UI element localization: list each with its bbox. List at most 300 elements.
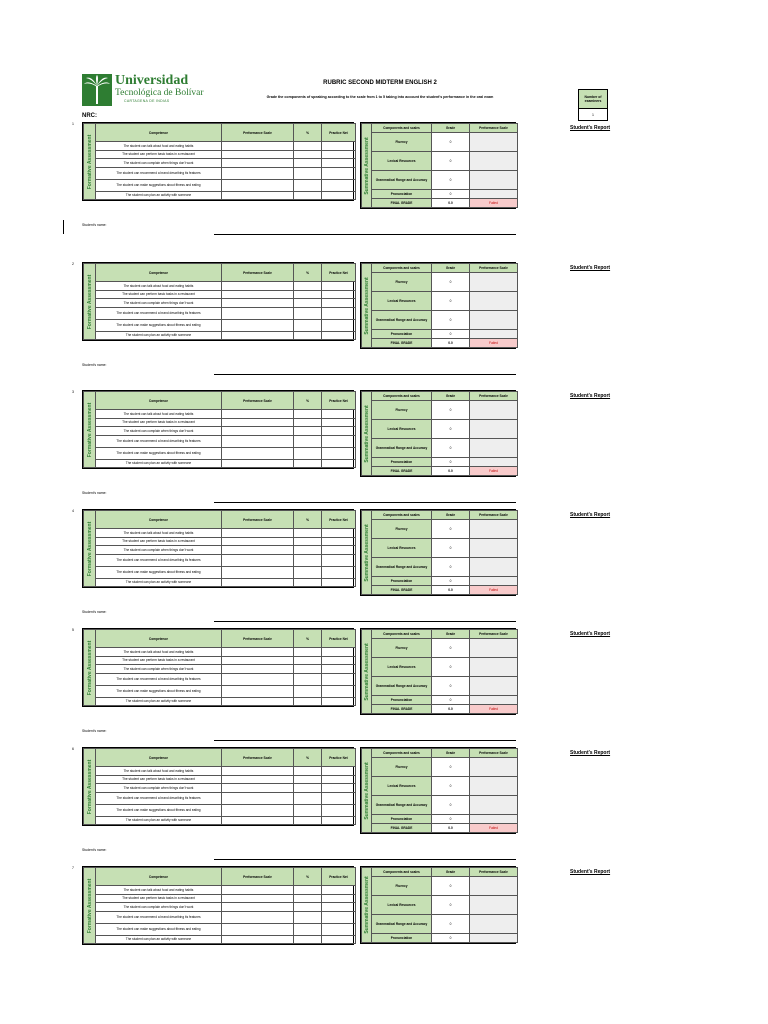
percent-cell[interactable]	[294, 447, 322, 459]
competence-text: The student can talk about food and eating habits	[96, 648, 222, 657]
rubric-number: 5	[72, 628, 74, 632]
component-performance-cell	[470, 677, 518, 696]
practice-net-cell[interactable]	[322, 546, 356, 555]
competence-row	[84, 418, 356, 427]
component-name: Lexical Resources	[372, 152, 432, 171]
competence-text: The student can plan an activity with someone	[96, 578, 222, 587]
competence-row	[84, 935, 356, 944]
student-name-field[interactable]	[214, 374, 516, 375]
competence-row	[84, 775, 356, 784]
practice-net-cell[interactable]	[322, 784, 356, 793]
practice-net-cell[interactable]	[322, 665, 356, 674]
practice-net-cell[interactable]	[322, 447, 356, 459]
component-performance-cell	[470, 152, 518, 171]
summative-assessment-label	[362, 630, 372, 714]
performance-scale-cell[interactable]	[222, 935, 294, 944]
competence-text: The student can talk about food and eating habits	[96, 529, 222, 538]
performance-scale-cell[interactable]	[222, 529, 294, 538]
performance-scale-cell[interactable]	[222, 537, 294, 546]
performance-scale-cell[interactable]	[222, 903, 294, 912]
components-header: Components and scales	[372, 392, 432, 401]
component-grade[interactable]: 0	[432, 152, 470, 171]
summative-assessment-label	[362, 392, 372, 476]
percent-cell[interactable]	[294, 804, 322, 816]
component-grade[interactable]: 0	[432, 896, 470, 915]
practice-net-cell[interactable]	[322, 331, 356, 340]
component-performance-cell	[470, 171, 518, 190]
practice-net-cell[interactable]	[322, 911, 356, 923]
practice-net-cell[interactable]	[322, 435, 356, 447]
summative-table	[360, 262, 516, 349]
competence-row	[84, 529, 356, 538]
component-performance-cell	[470, 577, 518, 586]
competence-row	[84, 447, 356, 459]
competence-text: The student can complain when things don't work	[96, 784, 222, 793]
component-row	[362, 796, 518, 815]
competence-row	[84, 767, 356, 776]
formative-assessment-label	[84, 392, 96, 468]
percent-cell[interactable]	[294, 529, 322, 538]
component-performance-cell	[470, 796, 518, 815]
competence-text: The student can perform basic tasks in a restaurant	[96, 537, 222, 546]
performance-scale-cell[interactable]	[222, 554, 294, 566]
competence-text: The student can complain when things don't work	[96, 427, 222, 436]
component-performance-cell	[470, 292, 518, 311]
component-name: Lexical Resources	[372, 292, 432, 311]
component-grade[interactable]: 0	[432, 677, 470, 696]
percent-cell[interactable]	[294, 767, 322, 776]
practice-net-cell[interactable]	[322, 142, 356, 151]
summative-table	[360, 390, 516, 477]
summative-assessment-label	[362, 124, 372, 208]
percent-header: %	[294, 630, 322, 648]
percent-cell[interactable]	[294, 935, 322, 944]
percent-cell[interactable]	[294, 911, 322, 923]
practice-net-cell[interactable]	[322, 767, 356, 776]
practice-net-cell[interactable]	[322, 537, 356, 546]
percent-cell[interactable]	[294, 435, 322, 447]
performance-scale-cell[interactable]	[222, 191, 294, 200]
component-row	[362, 815, 518, 824]
practice-net-cell[interactable]	[322, 578, 356, 587]
practice-net-header: Practice Net	[322, 392, 356, 410]
student-report-link[interactable]: Student's Report	[570, 631, 611, 637]
percent-cell[interactable]	[294, 167, 322, 179]
components-header: Components and scales	[372, 511, 432, 520]
summative-assessment-text: Summative Assessment	[363, 404, 370, 463]
competence-row	[84, 142, 356, 151]
student-name-field[interactable]	[214, 740, 516, 741]
performance-scale-cell[interactable]	[222, 923, 294, 935]
component-name: Pronunciation	[372, 330, 432, 339]
component-grade[interactable]: 0	[432, 696, 470, 705]
practice-net-cell[interactable]	[322, 685, 356, 697]
competence-text: The student can talk about food and eating habits	[96, 767, 222, 776]
student-report-link[interactable]: Student's Report	[570, 750, 611, 756]
component-row	[362, 292, 518, 311]
number-of-examiners-value[interactable]: 1	[592, 112, 594, 117]
component-performance-cell	[470, 777, 518, 796]
performance-scale-cell[interactable]	[222, 546, 294, 555]
formative-assessment-text: Formative Assessment	[86, 274, 93, 329]
component-grade[interactable]: 0	[432, 577, 470, 586]
summative-assessment-text: Summative Assessment	[363, 136, 370, 195]
performance-scale-cell[interactable]	[222, 648, 294, 657]
summative-assessment-label	[362, 749, 372, 833]
performance-scale-cell[interactable]	[222, 447, 294, 459]
component-row	[362, 401, 518, 420]
percent-cell[interactable]	[294, 784, 322, 793]
percent-cell[interactable]	[294, 554, 322, 566]
performance-scale-cell[interactable]	[222, 142, 294, 151]
percent-cell[interactable]	[294, 191, 322, 200]
percent-cell[interactable]	[294, 923, 322, 935]
competence-text: The student can recommend a brand describing its features	[96, 554, 222, 566]
component-grade[interactable]: 0	[432, 539, 470, 558]
practice-net-cell[interactable]	[322, 418, 356, 427]
status-badge: Failed	[470, 199, 518, 208]
percent-cell[interactable]	[294, 319, 322, 331]
performance-scale-cell[interactable]	[222, 410, 294, 419]
practice-net-cell[interactable]	[322, 299, 356, 308]
percent-cell[interactable]	[294, 648, 322, 657]
student-name-label: Student's name:	[82, 610, 107, 614]
practice-net-cell[interactable]	[322, 792, 356, 804]
component-grade[interactable]: 0	[432, 520, 470, 539]
component-grade[interactable]: 0	[432, 273, 470, 292]
component-row	[362, 539, 518, 558]
component-grade[interactable]: 0	[432, 877, 470, 896]
percent-cell[interactable]	[294, 159, 322, 168]
performance-scale-cell[interactable]	[222, 656, 294, 665]
final-grade-row	[362, 586, 518, 595]
component-name: Lexical Resources	[372, 658, 432, 677]
final-grade-value: 0.0	[432, 467, 470, 476]
percent-cell[interactable]	[294, 410, 322, 419]
performance-scale-cell[interactable]	[222, 566, 294, 578]
component-grade[interactable]: 0	[432, 311, 470, 330]
practice-net-cell[interactable]	[322, 529, 356, 538]
percent-cell[interactable]	[294, 290, 322, 299]
component-name: Fluency	[372, 877, 432, 896]
practice-net-cell[interactable]	[322, 656, 356, 665]
component-row	[362, 558, 518, 577]
practice-net-cell[interactable]	[322, 459, 356, 468]
student-rubric	[0, 122, 768, 237]
grade-header: Grade	[432, 264, 470, 273]
component-performance-cell	[470, 190, 518, 199]
final-grade-label: FINAL GRADE	[372, 705, 432, 714]
practice-net-cell[interactable]	[322, 282, 356, 291]
component-name: Pronunciation	[372, 934, 432, 943]
student-name-field[interactable]	[214, 621, 516, 622]
performance-scale-cell[interactable]	[222, 886, 294, 895]
logo-name-line3: CARTAGENA DE INDIAS	[124, 99, 170, 103]
practice-net-cell[interactable]	[322, 648, 356, 657]
competence-row	[84, 554, 356, 566]
practice-net-cell[interactable]	[322, 894, 356, 903]
component-grade[interactable]: 0	[432, 292, 470, 311]
component-name: Fluency	[372, 133, 432, 152]
performance-scale-cell[interactable]	[222, 804, 294, 816]
component-row	[362, 520, 518, 539]
percent-cell[interactable]	[294, 685, 322, 697]
competence-text: The student can make suggestions about fitness and eating	[96, 319, 222, 331]
component-name: Pronunciation	[372, 190, 432, 199]
competence-row	[84, 816, 356, 825]
percent-cell[interactable]	[294, 566, 322, 578]
percent-cell[interactable]	[294, 665, 322, 674]
component-grade[interactable]: 0	[432, 639, 470, 658]
practice-net-cell[interactable]	[322, 427, 356, 436]
student-report-link[interactable]: Student's Report	[570, 869, 611, 875]
competence-row	[84, 792, 356, 804]
final-grade-row	[362, 339, 518, 348]
component-name: Grammatical Range and Accuracy	[372, 796, 432, 815]
competence-text: The student can make suggestions about fitness and eating	[96, 179, 222, 191]
practice-net-cell[interactable]	[322, 775, 356, 784]
component-name: Grammatical Range and Accuracy	[372, 915, 432, 934]
performance-scale-cell[interactable]	[222, 767, 294, 776]
formative-table	[82, 628, 354, 707]
practice-net-cell[interactable]	[322, 179, 356, 191]
performance-scale-cell[interactable]	[222, 435, 294, 447]
competence-text: The student can plan an activity with someone	[96, 935, 222, 944]
competence-row	[84, 331, 356, 340]
percent-cell[interactable]	[294, 673, 322, 685]
component-grade[interactable]: 0	[432, 401, 470, 420]
formative-table	[82, 262, 354, 341]
component-row	[362, 152, 518, 171]
percent-cell[interactable]	[294, 142, 322, 151]
practice-net-cell[interactable]	[322, 410, 356, 419]
component-grade[interactable]: 0	[432, 815, 470, 824]
performance-scale-header: Performance Scale	[470, 264, 518, 273]
percent-cell[interactable]	[294, 903, 322, 912]
performance-scale-cell[interactable]	[222, 299, 294, 308]
percent-cell[interactable]	[294, 427, 322, 436]
component-grade[interactable]: 0	[432, 934, 470, 943]
performance-scale-cell[interactable]	[222, 894, 294, 903]
competence-text: The student can plan an activity with someone	[96, 697, 222, 706]
performance-scale-cell[interactable]	[222, 792, 294, 804]
percent-cell[interactable]	[294, 282, 322, 291]
competence-text: The student can talk about food and eating habits	[96, 886, 222, 895]
component-grade[interactable]: 0	[432, 330, 470, 339]
component-grade[interactable]: 0	[432, 190, 470, 199]
practice-net-cell[interactable]	[322, 150, 356, 159]
performance-scale-cell[interactable]	[222, 775, 294, 784]
competence-text: The student can recommend a brand describing its features	[96, 792, 222, 804]
practice-net-cell[interactable]	[322, 319, 356, 331]
competence-row	[84, 665, 356, 674]
final-grade-value: 0.0	[432, 199, 470, 208]
student-name-label: Student's name:	[82, 223, 107, 227]
component-name: Grammatical Range and Accuracy	[372, 558, 432, 577]
component-grade[interactable]: 0	[432, 658, 470, 677]
percent-cell[interactable]	[294, 307, 322, 319]
competence-row	[84, 459, 356, 468]
practice-net-cell[interactable]	[322, 290, 356, 299]
component-grade[interactable]: 0	[432, 796, 470, 815]
percent-cell[interactable]	[294, 299, 322, 308]
performance-scale-cell[interactable]	[222, 418, 294, 427]
percent-cell[interactable]	[294, 886, 322, 895]
final-grade-row	[362, 199, 518, 208]
component-row	[362, 896, 518, 915]
component-grade[interactable]: 0	[432, 133, 470, 152]
summative-assessment-text: Summative Assessment	[363, 642, 370, 701]
performance-scale-cell[interactable]	[222, 685, 294, 697]
component-grade[interactable]: 0	[432, 558, 470, 577]
performance-scale-cell[interactable]	[222, 427, 294, 436]
competence-row	[84, 435, 356, 447]
formative-assessment-text: Formative Assessment	[86, 878, 93, 933]
percent-cell[interactable]	[294, 546, 322, 555]
practice-net-cell[interactable]	[322, 697, 356, 706]
rubric-number: 6	[72, 747, 74, 751]
percent-cell[interactable]	[294, 331, 322, 340]
practice-net-cell[interactable]	[322, 886, 356, 895]
competence-text: The student can perform basic tasks in a restaurant	[96, 290, 222, 299]
percent-header: %	[294, 392, 322, 410]
component-grade[interactable]: 0	[432, 458, 470, 467]
percent-cell[interactable]	[294, 656, 322, 665]
student-name-field[interactable]	[214, 502, 516, 503]
component-row	[362, 677, 518, 696]
competence-row	[84, 546, 356, 555]
component-name: Fluency	[372, 273, 432, 292]
component-performance-cell	[470, 520, 518, 539]
practice-net-cell[interactable]	[322, 673, 356, 685]
performance-scale-cell[interactable]	[222, 697, 294, 706]
component-performance-cell	[470, 311, 518, 330]
summative-table	[360, 628, 516, 715]
component-grade[interactable]: 0	[432, 777, 470, 796]
component-grade[interactable]: 0	[432, 758, 470, 777]
student-report-link[interactable]: Student's Report	[570, 265, 611, 271]
component-performance-cell	[470, 439, 518, 458]
component-grade[interactable]: 0	[432, 171, 470, 190]
percent-cell[interactable]	[294, 816, 322, 825]
component-performance-cell	[470, 639, 518, 658]
competence-row	[84, 566, 356, 578]
performance-scale-cell[interactable]	[222, 179, 294, 191]
performance-scale-cell[interactable]	[222, 307, 294, 319]
percent-cell[interactable]	[294, 792, 322, 804]
number-of-examiners-label: Number of examiners	[579, 90, 607, 109]
percent-header: %	[294, 124, 322, 142]
component-row	[362, 330, 518, 339]
practice-net-cell[interactable]	[322, 167, 356, 179]
practice-net-cell[interactable]	[322, 923, 356, 935]
practice-net-cell[interactable]	[322, 903, 356, 912]
summative-assessment-label	[362, 511, 372, 595]
competence-row	[84, 911, 356, 923]
performance-scale-cell[interactable]	[222, 665, 294, 674]
component-performance-cell	[470, 330, 518, 339]
status-badge: Failed	[470, 339, 518, 348]
component-grade[interactable]: 0	[432, 439, 470, 458]
performance-scale-cell[interactable]	[222, 167, 294, 179]
performance-scale-cell[interactable]	[222, 784, 294, 793]
student-report-link[interactable]: Student's Report	[570, 393, 611, 399]
competence-text: The student can plan an activity with someone	[96, 191, 222, 200]
student-rubric	[0, 509, 768, 624]
competence-row	[84, 656, 356, 665]
performance-scale-header: Performance Scale	[470, 511, 518, 520]
practice-net-cell[interactable]	[322, 804, 356, 816]
performance-scale-cell[interactable]	[222, 816, 294, 825]
component-performance-cell	[470, 133, 518, 152]
percent-cell[interactable]	[294, 418, 322, 427]
performance-scale-cell[interactable]	[222, 578, 294, 587]
performance-scale-cell[interactable]	[222, 290, 294, 299]
component-row	[362, 133, 518, 152]
competence-row	[84, 673, 356, 685]
formative-assessment-label	[84, 868, 96, 944]
formative-assessment-text: Formative Assessment	[86, 521, 93, 576]
student-name-field[interactable]	[214, 859, 516, 860]
practice-net-cell[interactable]	[322, 935, 356, 944]
performance-scale-cell[interactable]	[222, 159, 294, 168]
practice-net-cell[interactable]	[322, 307, 356, 319]
rubric-number: 4	[72, 509, 74, 513]
percent-cell[interactable]	[294, 150, 322, 159]
components-header: Components and scales	[372, 124, 432, 133]
practice-net-cell[interactable]	[322, 816, 356, 825]
practice-net-cell[interactable]	[322, 566, 356, 578]
performance-scale-cell[interactable]	[222, 319, 294, 331]
practice-net-cell[interactable]	[322, 159, 356, 168]
competence-text: The student can make suggestions about fitness and eating	[96, 804, 222, 816]
component-name: Lexical Resources	[372, 420, 432, 439]
competence-header: Competence	[96, 868, 222, 886]
student-report-link[interactable]: Student's Report	[570, 125, 611, 131]
competence-text: The student can make suggestions about fitness and eating	[96, 566, 222, 578]
rubric-number: 1	[72, 122, 74, 126]
performance-scale-cell[interactable]	[222, 459, 294, 468]
logo-name-line1: Universidad	[115, 73, 189, 88]
competence-text: The student can recommend a brand describing its features	[96, 167, 222, 179]
performance-scale-cell[interactable]	[222, 911, 294, 923]
competence-row	[84, 307, 356, 319]
practice-net-cell[interactable]	[322, 191, 356, 200]
student-name-field[interactable]	[214, 234, 516, 235]
practice-net-cell[interactable]	[322, 554, 356, 566]
percent-cell[interactable]	[294, 697, 322, 706]
performance-scale-header: Performance Scale	[222, 264, 294, 282]
percent-header: %	[294, 868, 322, 886]
performance-scale-cell[interactable]	[222, 150, 294, 159]
performance-scale-cell[interactable]	[222, 673, 294, 685]
component-row	[362, 190, 518, 199]
component-grade[interactable]: 0	[432, 915, 470, 934]
summative-table	[360, 747, 516, 834]
performance-scale-header: Performance Scale	[222, 630, 294, 648]
student-report-link[interactable]: Student's Report	[570, 512, 611, 518]
component-grade[interactable]: 0	[432, 420, 470, 439]
performance-scale-cell[interactable]	[222, 331, 294, 340]
percent-cell[interactable]	[294, 578, 322, 587]
percent-cell[interactable]	[294, 894, 322, 903]
percent-cell[interactable]	[294, 459, 322, 468]
percent-cell[interactable]	[294, 775, 322, 784]
percent-cell[interactable]	[294, 179, 322, 191]
percent-cell[interactable]	[294, 537, 322, 546]
performance-scale-cell[interactable]	[222, 282, 294, 291]
summative-table	[360, 509, 516, 596]
